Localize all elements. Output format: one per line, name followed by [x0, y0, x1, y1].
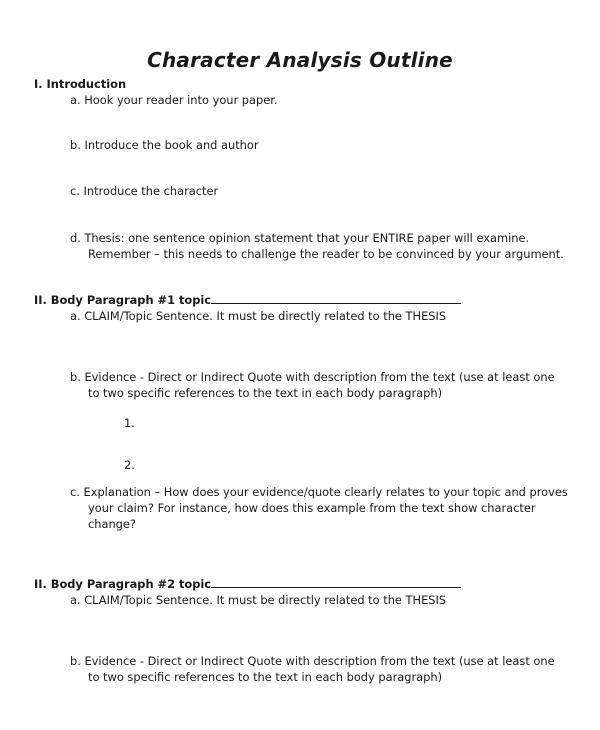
section-heading-body-paragraph-2 [34, 576, 461, 592]
topic-blank-line [211, 292, 461, 304]
body1-item-c-line1: c. Explanation – How does your evidence/quote clearly relates to your topic and proves [70, 485, 568, 499]
section-heading-introduction: I. Introduction [34, 77, 127, 91]
document-title: Character Analysis Outline [147, 48, 453, 72]
body1-item-b-line1: b. Evidence - Direct or Indirect Quote with description from the text (use at least one [70, 370, 555, 384]
intro-item-a: a. Hook your reader into your paper. [70, 93, 278, 107]
body1-item-a: a. CLAIM/Topic Sentence. It must be directly related to the THESIS [70, 309, 447, 323]
intro-item-b: b. Introduce the book and author [70, 138, 259, 152]
body2-item-a: a. CLAIM/Topic Sentence. It must be directly related to the THESIS [70, 593, 447, 607]
body1-item-b-line2: to two specific references to the text in each body paragraph) [88, 386, 443, 400]
section-heading-body-paragraph-1 [34, 292, 461, 308]
body2-heading-text: II. Body Paragraph #2 topic [34, 577, 212, 591]
body2-item-b-line2: to two specific references to the text in each body paragraph) [88, 670, 443, 684]
topic-blank-line [211, 576, 461, 588]
intro-item-d-line2: Remember – this needs to challenge the reader to be convinced by your argument. [88, 247, 564, 261]
body1-item-c-line3: change? [88, 517, 136, 531]
body1-evidence-number-2: 2. [124, 458, 135, 472]
body1-item-c-line2: your claim? For instance, how does this example from the text show character [88, 501, 536, 515]
body2-item-b-line1: b. Evidence - Direct or Indirect Quote with description from the text (use at least one [70, 654, 555, 668]
intro-item-c: c. Introduce the character [70, 184, 219, 198]
body1-heading-text: II. Body Paragraph #1 topic [34, 293, 212, 307]
body1-evidence-number-1: 1. [124, 416, 135, 430]
intro-item-d-line1: d. Thesis: one sentence opinion statement that your ENTIRE paper will examine. [70, 231, 530, 245]
